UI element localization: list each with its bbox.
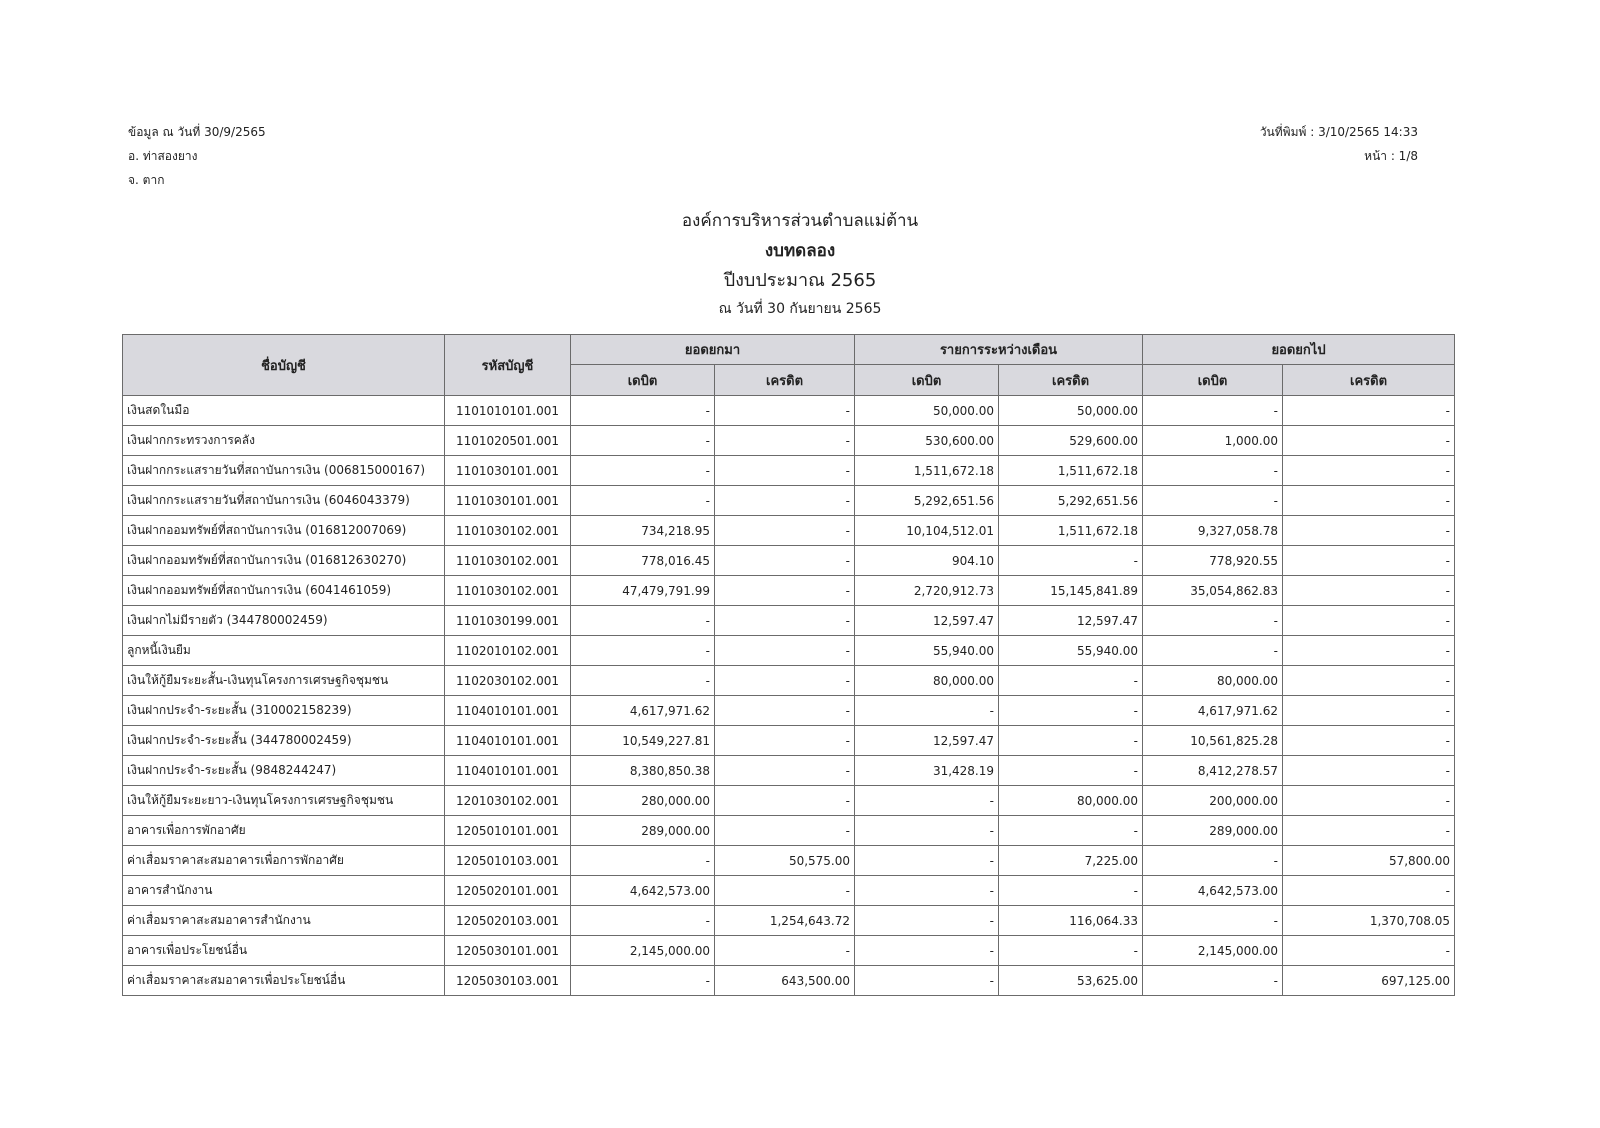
cell-cf-debit: -	[1143, 966, 1283, 996]
province: จ. ตาก	[128, 173, 165, 187]
table-row	[123, 816, 1455, 846]
cell-account-code: 1104010101.001	[445, 726, 571, 756]
report-meta-right	[1260, 120, 1418, 168]
cell-cf-credit: 57,800.00	[1283, 846, 1455, 876]
organization-name: องค์การบริหารส่วนตำบลแม่ต้าน	[681, 211, 919, 231]
cell-account-code: 1102030102.001	[445, 666, 571, 696]
cell-account-code: 1101030101.001	[445, 486, 571, 516]
cell-bf-debit: -	[571, 426, 715, 456]
cell-month-credit: -	[999, 756, 1143, 786]
cell-cf-debit: 2,145,000.00	[1143, 936, 1283, 966]
cell-account-name: อาคารเพื่อการพักอาศัย	[123, 816, 445, 846]
cell-account-code: 1101030101.001	[445, 456, 571, 486]
cell-account-code: 1101010101.001	[445, 396, 571, 426]
cell-month-credit: 12,597.47	[999, 606, 1143, 636]
cell-account-code: 1101030102.001	[445, 576, 571, 606]
trial-balance-table	[122, 334, 1455, 996]
cell-month-credit: -	[999, 726, 1143, 756]
cell-bf-credit: -	[715, 666, 855, 696]
cell-account-name: ค่าเสื่อมราคาสะสมอาคารเพื่อการพักอาศัย	[123, 846, 445, 876]
cell-month-debit: 31,428.19	[855, 756, 999, 786]
cell-cf-credit: -	[1283, 936, 1455, 966]
table-row	[123, 966, 1455, 996]
cell-account-name: เงินให้กู้ยืมระยะสั้น-เงินทุนโครงการเศรษฐกิจชุมชน	[123, 666, 445, 696]
cell-cf-debit: -	[1143, 486, 1283, 516]
cell-cf-debit: 200,000.00	[1143, 786, 1283, 816]
cell-cf-credit: 1,370,708.05	[1283, 906, 1455, 936]
cell-bf-debit: 4,617,971.62	[571, 696, 715, 726]
cell-account-name: เงินฝากไม่มีรายตัว (344780002459)	[123, 606, 445, 636]
cell-cf-credit: -	[1283, 486, 1455, 516]
cell-cf-debit: 80,000.00	[1143, 666, 1283, 696]
cell-month-debit: 50,000.00	[855, 396, 999, 426]
col-header-brought-forward: ยอดยกมา	[571, 335, 855, 365]
cell-cf-debit: 10,561,825.28	[1143, 726, 1283, 756]
table-row	[123, 486, 1455, 516]
cell-month-debit: -	[855, 786, 999, 816]
cell-month-credit: 529,600.00	[999, 426, 1143, 456]
cell-account-name: เงินฝากออมทรัพย์ที่สถาบันการเงิน (016812007069)	[123, 516, 445, 546]
cell-bf-debit: 4,642,573.00	[571, 876, 715, 906]
cell-month-debit: 55,940.00	[855, 636, 999, 666]
cell-account-name: เงินฝากกระแสรายวันที่สถาบันการเงิน (6046043379)	[123, 486, 445, 516]
cell-month-debit: 530,600.00	[855, 426, 999, 456]
cell-month-credit: -	[999, 666, 1143, 696]
col-header-month-credit: เครดิต	[999, 365, 1143, 396]
cell-bf-debit: -	[571, 486, 715, 516]
cell-bf-debit: -	[571, 606, 715, 636]
table-row	[123, 546, 1455, 576]
cell-cf-credit: -	[1283, 696, 1455, 726]
cell-month-debit: -	[855, 906, 999, 936]
cell-account-code: 1205030101.001	[445, 936, 571, 966]
cell-account-code: 1101020501.001	[445, 426, 571, 456]
cell-cf-debit: 778,920.55	[1143, 546, 1283, 576]
cell-bf-credit: -	[715, 396, 855, 426]
cell-bf-debit: 47,479,791.99	[571, 576, 715, 606]
cell-account-code: 1101030102.001	[445, 546, 571, 576]
cell-cf-credit: -	[1283, 666, 1455, 696]
cell-account-code: 1104010101.001	[445, 756, 571, 786]
cell-month-credit: 50,000.00	[999, 396, 1143, 426]
cell-month-credit: -	[999, 936, 1143, 966]
cell-month-debit: -	[855, 816, 999, 846]
cell-month-credit: 7,225.00	[999, 846, 1143, 876]
cell-account-name: ค่าเสื่อมราคาสะสมอาคารเพื่อประโยชน์อื่น	[123, 966, 445, 996]
cell-bf-debit: 10,549,227.81	[571, 726, 715, 756]
cell-account-name: เงินฝากประจำ-ระยะสั้น (310002158239)	[123, 696, 445, 726]
cell-month-credit: 80,000.00	[999, 786, 1143, 816]
print-date: วันที่พิมพ์ : 3/10/2565 14:33	[1259, 125, 1418, 139]
cell-cf-credit: -	[1283, 756, 1455, 786]
col-header-cf-debit: เดบิต	[1143, 365, 1283, 396]
cell-month-debit: 10,104,512.01	[855, 516, 999, 546]
cell-cf-debit: -	[1143, 396, 1283, 426]
cell-account-code: 1205010103.001	[445, 846, 571, 876]
table-row	[123, 456, 1455, 486]
cell-bf-debit: -	[571, 966, 715, 996]
cell-bf-debit: -	[571, 396, 715, 426]
cell-bf-debit: -	[571, 666, 715, 696]
cell-account-code: 1104010101.001	[445, 696, 571, 726]
table-row	[123, 756, 1455, 786]
cell-bf-credit: -	[715, 486, 855, 516]
cell-cf-credit: -	[1283, 426, 1455, 456]
cell-month-credit: -	[999, 876, 1143, 906]
cell-bf-credit: -	[715, 576, 855, 606]
cell-cf-debit: -	[1143, 606, 1283, 636]
cell-cf-credit: -	[1283, 726, 1455, 756]
cell-cf-credit: -	[1283, 636, 1455, 666]
cell-bf-credit: -	[715, 516, 855, 546]
cell-account-name: อาคารสำนักงาน	[123, 876, 445, 906]
cell-month-debit: 1,511,672.18	[855, 456, 999, 486]
cell-month-credit: -	[999, 816, 1143, 846]
cell-cf-credit: -	[1283, 576, 1455, 606]
cell-account-name: เงินสดในมือ	[123, 396, 445, 426]
cell-bf-debit: 280,000.00	[571, 786, 715, 816]
cell-month-debit: 80,000.00	[855, 666, 999, 696]
table-row	[123, 396, 1455, 426]
cell-month-debit: 904.10	[855, 546, 999, 576]
cell-month-debit: -	[855, 966, 999, 996]
cell-cf-debit: 8,412,278.57	[1143, 756, 1283, 786]
cell-cf-debit: 9,327,058.78	[1143, 516, 1283, 546]
cell-bf-debit: -	[571, 456, 715, 486]
cell-bf-credit: -	[715, 426, 855, 456]
cell-account-code: 1102010102.001	[445, 636, 571, 666]
cell-bf-debit: 778,016.45	[571, 546, 715, 576]
cell-month-credit: 116,064.33	[999, 906, 1143, 936]
cell-bf-credit: -	[715, 876, 855, 906]
cell-bf-credit: -	[715, 606, 855, 636]
cell-account-name: อาคารเพื่อประโยชน์อื่น	[123, 936, 445, 966]
table-row	[123, 846, 1455, 876]
cell-cf-credit: -	[1283, 816, 1455, 846]
cell-bf-credit: -	[715, 456, 855, 486]
cell-cf-debit: 289,000.00	[1143, 816, 1283, 846]
table-row	[123, 876, 1455, 906]
cell-account-name: เงินฝากประจำ-ระยะสั้น (9848244247)	[123, 756, 445, 786]
cell-bf-credit: -	[715, 546, 855, 576]
cell-account-code: 1205030103.001	[445, 966, 571, 996]
cell-cf-debit: 4,617,971.62	[1143, 696, 1283, 726]
cell-bf-debit: 2,145,000.00	[571, 936, 715, 966]
cell-bf-credit: 50,575.00	[715, 846, 855, 876]
cell-bf-credit: -	[715, 936, 855, 966]
cell-cf-debit: -	[1143, 906, 1283, 936]
cell-month-credit: 1,511,672.18	[999, 516, 1143, 546]
cell-cf-debit: -	[1143, 846, 1283, 876]
cell-cf-credit: -	[1283, 456, 1455, 486]
cell-month-debit: -	[855, 696, 999, 726]
col-header-bf-debit: เดบิต	[571, 365, 715, 396]
cell-month-debit: -	[855, 846, 999, 876]
table-row	[123, 696, 1455, 726]
cell-account-code: 1205010101.001	[445, 816, 571, 846]
cell-account-code: 1101030199.001	[445, 606, 571, 636]
cell-cf-credit: 697,125.00	[1283, 966, 1455, 996]
cell-account-code: 1205020103.001	[445, 906, 571, 936]
col-header-account-code: รหัสบัญชี	[445, 335, 571, 396]
cell-bf-credit: -	[715, 816, 855, 846]
report-meta-left	[128, 120, 266, 192]
cell-cf-credit: -	[1283, 546, 1455, 576]
cell-account-name: ลูกหนี้เงินยืม	[123, 636, 445, 666]
cell-month-credit: 1,511,672.18	[999, 456, 1143, 486]
col-header-month-debit: เดบิต	[855, 365, 999, 396]
cell-bf-credit: -	[715, 756, 855, 786]
cell-month-debit: 5,292,651.56	[855, 486, 999, 516]
col-header-carried-forward: ยอดยกไป	[1143, 335, 1455, 365]
cell-month-debit: -	[855, 876, 999, 906]
report-title: งบทดลอง	[764, 241, 836, 261]
table-row	[123, 666, 1455, 696]
cell-bf-debit: 289,000.00	[571, 816, 715, 846]
table-row	[123, 936, 1455, 966]
cell-month-credit: 15,145,841.89	[999, 576, 1143, 606]
cell-account-code: 1201030102.001	[445, 786, 571, 816]
cell-cf-debit: -	[1143, 636, 1283, 666]
cell-cf-debit: 35,054,862.83	[1143, 576, 1283, 606]
cell-bf-credit: -	[715, 726, 855, 756]
cell-bf-credit: -	[715, 786, 855, 816]
cell-account-name: ค่าเสื่อมราคาสะสมอาคารสำนักงาน	[123, 906, 445, 936]
cell-cf-debit: -	[1143, 456, 1283, 486]
data-date: ข้อมูล ณ วันที่ 30/9/2565	[128, 125, 266, 139]
cell-account-name: เงินฝากออมทรัพย์ที่สถาบันการเงิน (6041461059)	[123, 576, 445, 606]
cell-cf-debit: 4,642,573.00	[1143, 876, 1283, 906]
cell-month-debit: 12,597.47	[855, 606, 999, 636]
cell-account-name: เงินฝากประจำ-ระยะสั้น (344780002459)	[123, 726, 445, 756]
cell-month-credit: 5,292,651.56	[999, 486, 1143, 516]
cell-month-credit: 55,940.00	[999, 636, 1143, 666]
table-row	[123, 786, 1455, 816]
table-row	[123, 606, 1455, 636]
table-row	[123, 516, 1455, 546]
cell-account-name: เงินฝากออมทรัพย์ที่สถาบันการเงิน (016812630270)	[123, 546, 445, 576]
cell-bf-debit: -	[571, 636, 715, 666]
table-row	[123, 636, 1455, 666]
cell-bf-debit: 734,218.95	[571, 516, 715, 546]
cell-month-debit: 2,720,912.73	[855, 576, 999, 606]
cell-cf-credit: -	[1283, 786, 1455, 816]
cell-cf-credit: -	[1283, 606, 1455, 636]
col-header-cf-credit: เครดิต	[1283, 365, 1455, 396]
cell-bf-debit: 8,380,850.38	[571, 756, 715, 786]
cell-month-credit: -	[999, 546, 1143, 576]
col-header-bf-credit: เครดิต	[715, 365, 855, 396]
cell-bf-credit: 1,254,643.72	[715, 906, 855, 936]
cell-bf-credit: -	[715, 636, 855, 666]
cell-account-name: เงินฝากกระทรวงการคลัง	[123, 426, 445, 456]
cell-cf-debit: 1,000.00	[1143, 426, 1283, 456]
cell-month-credit: 53,625.00	[999, 966, 1143, 996]
cell-bf-debit: -	[571, 846, 715, 876]
table-row	[123, 906, 1455, 936]
cell-month-debit: 12,597.47	[855, 726, 999, 756]
cell-account-code: 1205020101.001	[445, 876, 571, 906]
cell-cf-credit: -	[1283, 396, 1455, 426]
cell-account-code: 1101030102.001	[445, 516, 571, 546]
cell-account-name: เงินให้กู้ยืมระยะยาว-เงินทุนโครงการเศรษฐกิจชุมชน	[123, 786, 445, 816]
table-row	[123, 726, 1455, 756]
district: อ. ท่าสองยาง	[128, 149, 198, 163]
table-row	[123, 576, 1455, 606]
fiscal-year: ปีงบประมาณ 2565	[723, 270, 877, 291]
cell-account-name: เงินฝากกระแสรายวันที่สถาบันการเงิน (006815000167)	[123, 456, 445, 486]
page-number: หน้า : 1/8	[1364, 149, 1418, 163]
cell-bf-credit: -	[715, 696, 855, 726]
cell-bf-debit: -	[571, 906, 715, 936]
table-row	[123, 426, 1455, 456]
cell-month-debit: -	[855, 936, 999, 966]
table-body	[123, 396, 1455, 996]
col-header-account-name: ชื่อบัญชี	[123, 335, 445, 396]
col-header-during-month: รายการระหว่างเดือน	[855, 335, 1143, 365]
as-of-date: ณ วันที่ 30 กันยายน 2565	[718, 301, 882, 317]
cell-bf-credit: 643,500.00	[715, 966, 855, 996]
cell-month-credit: -	[999, 696, 1143, 726]
cell-cf-credit: -	[1283, 516, 1455, 546]
cell-cf-credit: -	[1283, 876, 1455, 906]
report-title-block	[0, 206, 1600, 322]
